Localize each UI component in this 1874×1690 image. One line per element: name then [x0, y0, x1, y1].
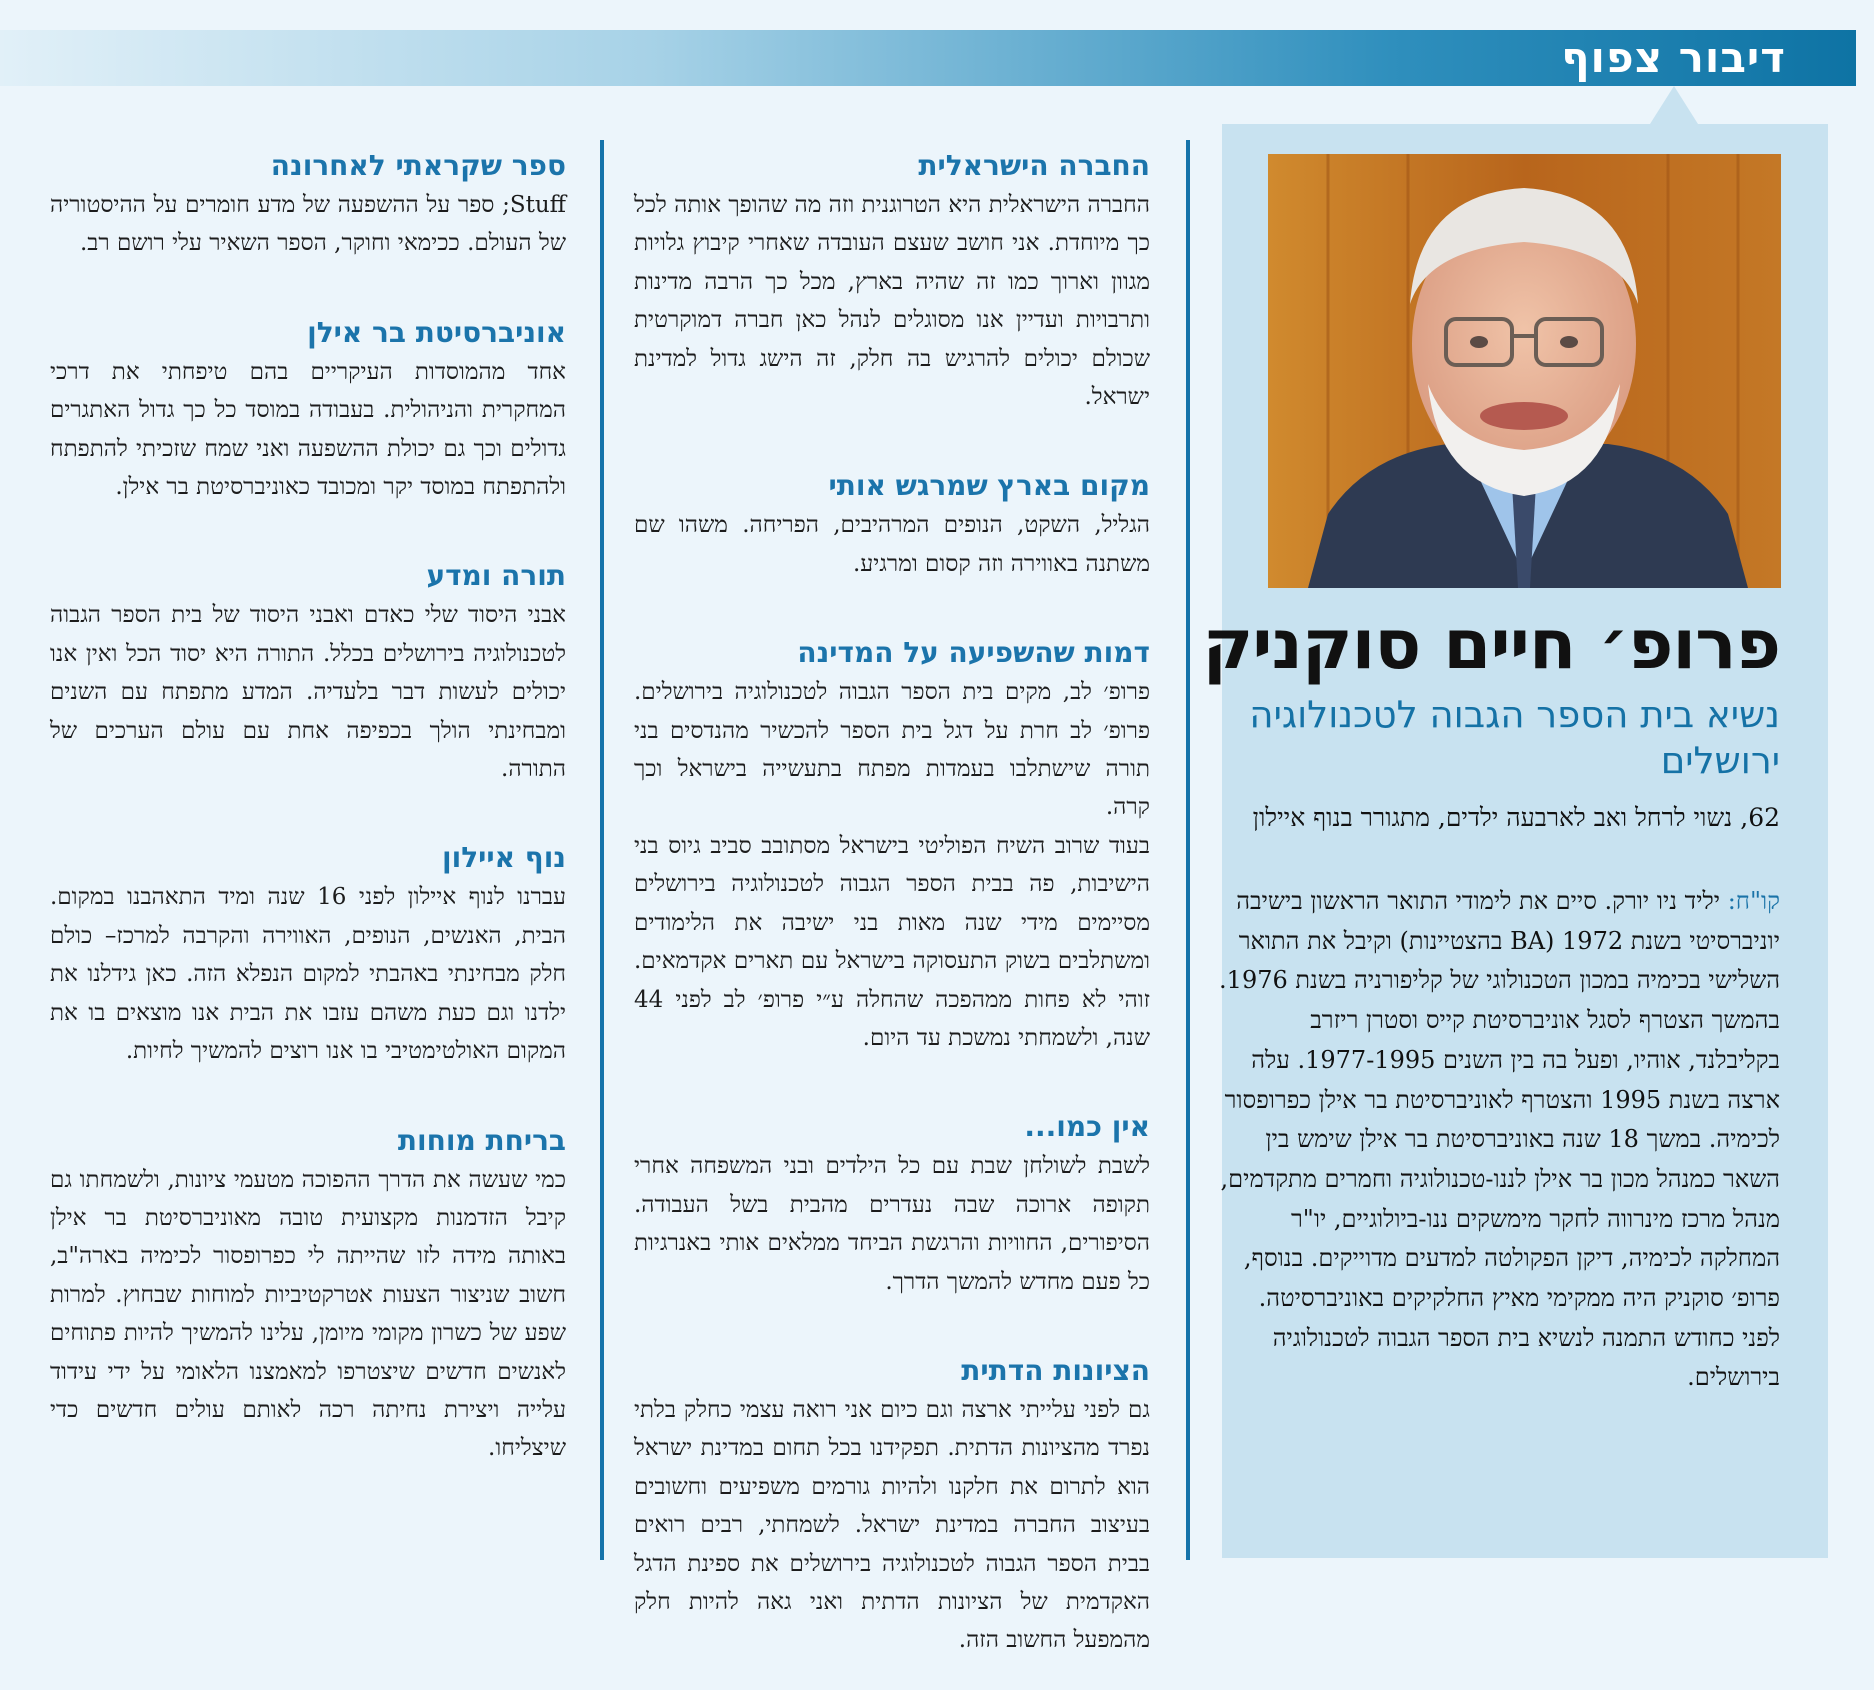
- person-role: נשיא בית הספר הגבוה לטכנולוגיה ירושלים: [1249, 693, 1780, 782]
- section-body: כמי שעשה את הדרך ההפוכה מטעמי ציונות, ולשמחתו גם קיבל הזדמנות מקצועית טובה מאוניברסיטת בר אילן באותה מידה לזו שהייתה לי כפרופסור לכימיה בארה"ב, חשוב שניצור הצעות אטרקטיביות למוחות שבחוץ. למרות שפע של כשרון מקומי מיומן, עלינו להמשיך להיות פתוחים לאנשים חדשים שיצטרפו למאמצנו הלאומי על ידי עידוד עלייה ויצירת נחיתה רכה לאותם עולים חדשים כדי שיצליחו.: [50, 1166, 566, 1462]
- column-divider: [1186, 140, 1190, 1560]
- left-column: [50, 140, 566, 1498]
- section-body: Stuff; ספר על ההשפעה של מדע חומרים על ההיסטוריה של העולם. ככימאי וחוקר, הספר השאיר עלי רושם רב.: [50, 192, 566, 257]
- person-name: פרופ׳ חיים סוקניק: [1202, 605, 1780, 685]
- section-body: הגליל, השקט, הנופים המרהיבים, הפריחה. משהו שם משתנה באווירה וזה קסום ומרגיע.: [634, 512, 1150, 577]
- banner-pointer: [1650, 86, 1698, 124]
- portrait-photo: [1268, 154, 1781, 588]
- section-title: אין כמו...: [1024, 1110, 1150, 1144]
- section-title: הציונות הדתית: [961, 1353, 1150, 1387]
- section-title: דמות שהשפיעה על המדינה: [797, 636, 1150, 670]
- section-title: מקום בארץ שמרגש אותי: [828, 469, 1150, 503]
- person-bio: [1214, 882, 1780, 1398]
- section-title: אוניברסיטת בר אילן: [307, 315, 566, 349]
- section-title: נוף איילון: [442, 841, 566, 875]
- person-family-info: 62, נשוי לרחל ואב לארבעה ילדים, מתגורר בנוף איילון: [1252, 803, 1780, 832]
- column-divider: [600, 140, 604, 1560]
- bio-label: קו"ח:: [1727, 887, 1780, 915]
- middle-column: [634, 140, 1150, 1690]
- section-banner: [0, 30, 1856, 86]
- section-title: החברה הישראלית: [918, 149, 1150, 182]
- section-body: אבני היסוד שלי כאדם ואבני היסוד של בית הספר הגבוה לטכנולוגיה בירושלים בכלל. התורה היא יסוד הכל ואין אנו יכולים לעשות דבר בלעדיה. המדע מתפתח עם השנים ומבחינתי הולך בכפיפה אחת עם עולם הערכים של התורה.: [50, 602, 566, 783]
- banner-title: דיבור צפוף: [1561, 33, 1786, 82]
- section-title: תורה ומדע: [426, 559, 566, 593]
- section-body: בעוד שרוב השיח הפוליטי בישראל מסתובב סביב גיוס בני הישיבות, פה בבית הספר הגבוה לטכנולוגיה בירושלים מסיימים מידי שנה מאות בני ישיבה את הלימודים ומשתלבים בשוק התעסוקה בישראל עם תארים אקדמאים. זוהי לא פחות ממהפכה שהחלה ע״י פרופ׳ לב לפני 44 שנה, ולשמחתי נמשכת עד היום.: [634, 832, 1150, 1051]
- section-title: ספר שקראתי לאחרונה: [270, 149, 566, 182]
- section-body: אחד מהמוסדות העיקריים בהם טיפחתי את דרכי המחקרית והניהולית. בעבודה במוסד כל כך גדול האתגרים גדולים וכך גם יכולת ההשפעה ואני שמח שזכיתי להתפתח ולהתפתח במוסד יקר ומכובד כאוניברסיטת בר אילן.: [50, 358, 566, 501]
- section-body: פרופ׳ לב, מקים בית הספר הגבוה לטכנולוגיה בירושלים. פרופ׳ לב חרת על דגל בית הספר להכשיר מהנדסים בני תורה שישתלבו בעמדות מפתח בתעשייה בישראל וכך קרה.: [634, 679, 1150, 821]
- section-body: לשבת לשולחן שבת עם כל הילדים ובני המשפחה אחרי תקופה ארוכה שבה נעדרים מהבית בשל העבודה. הסיפורים, החוויות והרגשת הביחד ממלאים אותי באנרגיות כל פעם מחדש להמשך הדרך.: [634, 1153, 1150, 1295]
- section-body: גם לפני עלייתי ארצה וגם כיום אני רואה עצמי כחלק בלתי נפרד מהציונות הדתית. תפקידנו בכל תחום במדינת ישראל הוא לתרום את חלקנו ולהיות גורמים משפיעים וחשובים בעיצוב החברה במדינת ישראל. לשמחתי, רבים רואים בבית הספר הגבוה לטכנולוגיה בירושלים את ספינת הדגל האקדמית של הציונות הדתית ואני גאה להיות חלק מהמפעל החשוב הזה.: [634, 1396, 1150, 1654]
- section-body: החברה הישראלית היא הטרוגנית וזה מה שהופך אותה לכל כך מיוחדת. אני חושב שעצם העובדה שאחרי קיבוץ גלויות מגוון וארוך כמו זה שהיה בארץ, מכל כך הרבה מדינות ותרבויות ועדיין אנו מסוגלים לנהל כאן חברה דמוקרטית שכולם יכולים להרגיש בה חלק, זה הישג גדול למדינת ישראל.: [634, 192, 1150, 411]
- section-body: עברנו לנוף איילון לפני 16 שנה ומיד התאהבנו במקום. הבית, האנשים, הנופים, האווירה והקרבה למרכז– כולם חלק מבחינתי באהבתי למקום הנפלא הזה. כאן גידלנו את ילדנו וגם כעת משהם עזבו את הבית אנו מוצאים בו את המקום האולטימטיבי בו אנו רוצים להמשיך לחיות.: [50, 884, 566, 1065]
- section-title: בריחת מוחות: [397, 1123, 566, 1157]
- bio-text: יליד ניו יורק. סיים את לימודי התואר הראשון בישיבה יוניברסיטי בשנת 1972 (BA בהצטיינות) וקיבל את התואר השלישי בכימיה במכון הטכנולוגי של קליפורניה בשנת 1976. בהמשך הצטרף לסגל אוניברסיטת קייס וסטרן ריזרב בקליבלנד, אוהיו, ופעל בה בין השנים 1977-1995. עלה ארצה בשנת 1995 והצטרף לאוניברסיטת בר אילן כפרופסור לכימיה. במשך 18 שנה באוניברסיטת בר אילן שימש בין השאר כמנהל מכון בר אילן לננו-טכנולוגיה וחמרים מתקדמים, מנהל מרכז מינרווה לחקר מימשקים ננו-ביולוגיים, יו"ר המחלקה לכימיה, דיקן הפקולטה למדעים מדוייקים. בנוסף, פרופ׳ סוקניק היה ממקימי מאיץ החלקיקים באוניברסיטה. לפני כחודש התמנה לנשיא בית הספר הגבוה לטכנולוגיה בירושלים.: [1219, 887, 1780, 1392]
